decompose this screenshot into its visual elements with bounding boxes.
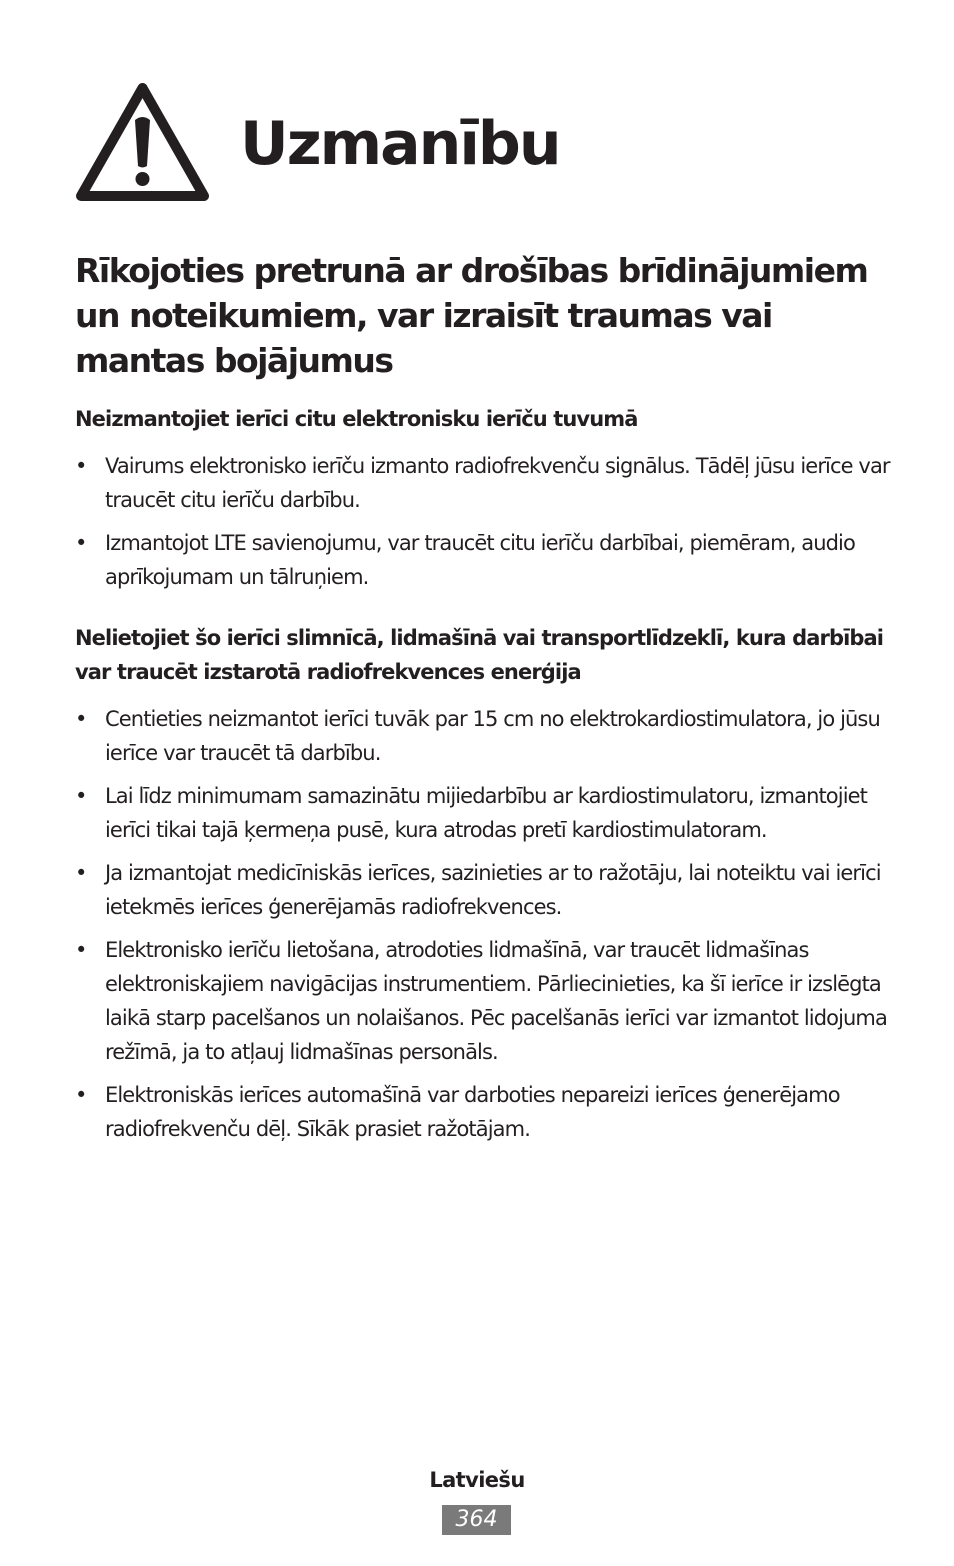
- bullet-icon: •: [75, 454, 87, 478]
- bullet-icon: •: [75, 1083, 87, 1107]
- bullet-icon: •: [75, 784, 87, 808]
- warning-triangle-icon: [74, 80, 211, 204]
- footer-language: Latviešu: [429, 1468, 525, 1492]
- bullet-icon: •: [75, 861, 87, 885]
- list-item: • Vairums elektronisko ierīču izmanto radiofrekvenču signālus. Tādēļ jūsu ierīce var traucēt citu ierīču darbību.: [75, 449, 895, 517]
- bullet-list-1: [75, 449, 895, 603]
- list-item: • Lai līdz minimumam samazinātu mijiedarbību ar kardiostimulatoru, izmantojiet ierīci tikai tajā ķermeņa pusē, kura atrodas pretī kardiostimulatoram.: [75, 779, 895, 847]
- page-title: Uzmanību: [240, 109, 560, 179]
- section-heading-2: Nelietojiet šo ierīci slimnīcā, lidmašīnā vai transportlīdzeklī, kura darbībai var traucēt izstarotā radiofrekvences enerģija: [75, 626, 884, 684]
- section-heading-1: Neizmantojiet ierīci citu elektronisku ierīču tuvumā: [75, 407, 638, 431]
- list-item: • Ja izmantojat medicīniskās ierīces, sazinieties ar to ražotāju, lai noteiktu vai ierīci ietekmēs ierīces ģenerējamās radiofrekvences.: [75, 856, 895, 924]
- bullet-icon: •: [75, 707, 87, 731]
- list-item: • Elektronisko ierīču lietošana, atrodoties lidmašīnā, var traucēt lidmašīnas elektroniskajiem navigācijas instrumentiem. Pārliecinieties, ka šī ierīce ir izslēgta laikā starp pacelšanos un nolaišanos. Pēc pacelšanās ierīci var izmantot lidojuma režīmā, ja to atļauj lidmašīnas personāls.: [75, 933, 895, 1069]
- bullet-icon: •: [75, 938, 87, 962]
- list-item: • Elektroniskās ierīces automašīnā var darboties nepareizi ierīces ģenerējamo radiofrekvenču dēļ. Sīkāk prasiet ražotājam.: [75, 1078, 895, 1146]
- bullet-icon: •: [75, 531, 87, 555]
- list-item: • Izmantojot LTE savienojumu, var traucēt citu ierīču darbībai, piemēram, audio aprīkojumam un tālruņiem.: [75, 526, 895, 594]
- page-number: 364: [442, 1505, 511, 1535]
- page-header: [74, 80, 894, 204]
- bullet-list-2: [75, 702, 895, 1155]
- section-subtitle: Rīkojoties pretrunā ar drošības brīdinājumiem un noteikumiem, var izraisīt traumas vai mantas bojājumus: [75, 251, 868, 380]
- list-item: • Centieties neizmantot ierīci tuvāk par 15 cm no elektrokardiostimulatora, jo jūsu ierīce var traucēt tā darbību.: [75, 702, 895, 770]
